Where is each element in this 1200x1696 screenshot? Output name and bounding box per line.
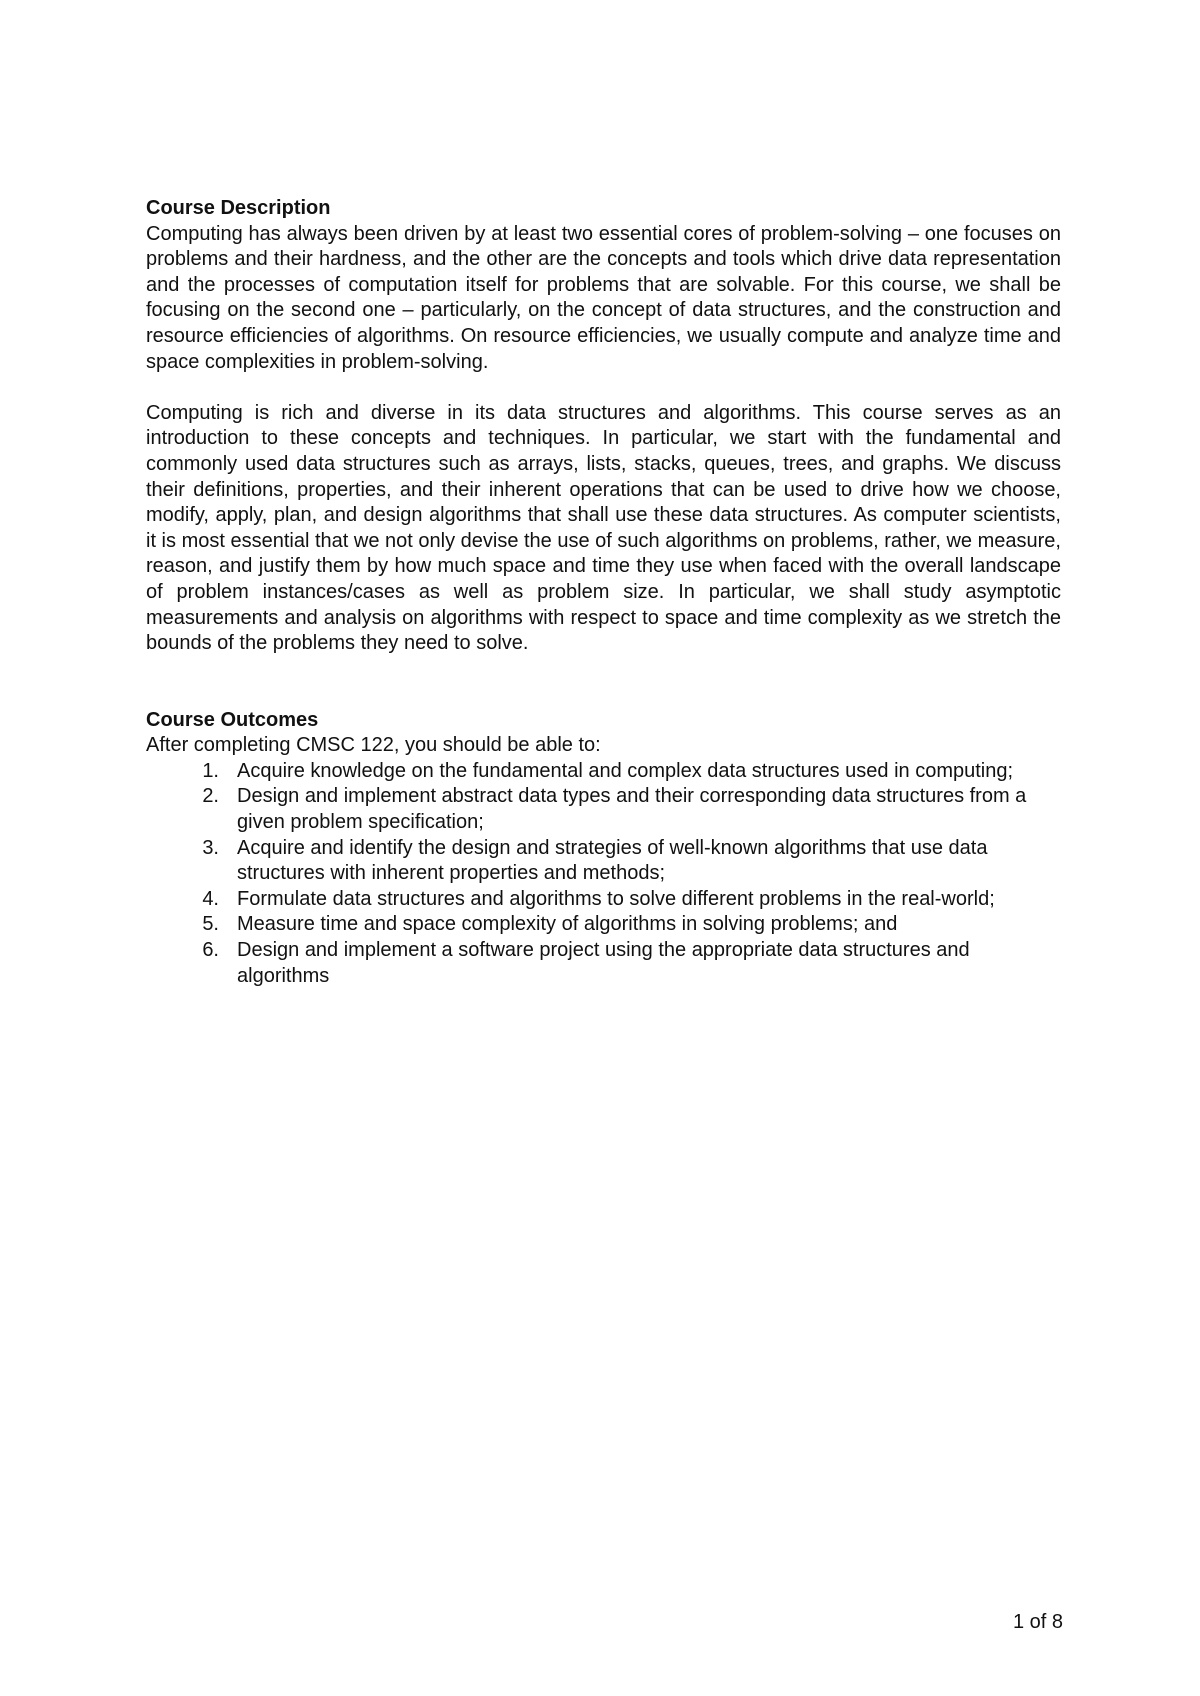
list-item-number: 3. (202, 836, 219, 859)
list-item (146, 887, 1061, 913)
course-outcomes-list (146, 759, 1061, 989)
course-outcomes-section (146, 708, 1061, 990)
list-item-number: 6. (202, 939, 219, 962)
list-item-text: Acquire and identify the design and strategies of well-known algorithms that use data structures with inherent properties and methods; (237, 836, 988, 885)
list-item-text: Measure time and space complexity of algorithms in solving problems; and (237, 913, 898, 936)
course-description-section (146, 196, 1061, 657)
list-item-number: 1. (202, 759, 219, 782)
course-description-paragraph-2: Computing is rich and diverse in its data structures and algorithms. This course serves as an introduction to these concepts and techniques. In particular, we start with the fundamental and commonly used data structures such as arrays, lists, stacks, queues, trees, and graphs. We discuss their definitions, properties, and their inherent operations that can be used to drive how we choose, modify, apply, plan, and design algorithms that shall use these data structures. As computer scientists, it is most essential that we not only devise the use of such algorithms on problems, rather, we measure, reason, and justify them by how much space and time they use when faced with the overall landscape of problem instances/cases as well as problem size. In particular, we shall study asymptotic measurements and analysis on algorithms with respect to space and time complexity as we stretch the bounds of the problems they need to solve. (146, 401, 1061, 655)
list-item (146, 784, 1061, 835)
list-item-text: Acquire knowledge on the fundamental and complex data structures used in computing; (237, 759, 1014, 782)
course-description-paragraph-1: Computing has always been driven by at least two essential cores of problem-solving – one focuses on problems and their hardness, and the other are the concepts and tools which drive data representation and the processes of computation itself for problems that are solvable. For this course, we shall be focusing on the second one – particularly, on the concept of data structures, and the construction and resource efficiencies of algorithms. On resource efficiencies, we usually compute and analyze time and space complexities in problem-solving. (146, 222, 1061, 373)
list-item (146, 836, 1061, 887)
page-number: 1 of 8 (1012, 1611, 1063, 1633)
list-item-number: 2. (202, 785, 219, 808)
list-item-text: Formulate data structures and algorithms to solve different problems in the real-world; (237, 887, 995, 910)
page-content (146, 196, 1061, 989)
list-item-text: Design and implement abstract data types and their corresponding data structures from a given problem specification; (237, 785, 1027, 834)
course-outcomes-intro: After completing CMSC 122, you should be able to: (146, 734, 601, 757)
list-item-number: 4. (202, 887, 219, 910)
list-item (146, 938, 1061, 989)
course-description-heading: Course Description (146, 197, 331, 219)
course-outcomes-heading: Course Outcomes (146, 708, 319, 731)
list-item-text: Design and implement a software project using the appropriate data structures and algorithms (237, 939, 970, 987)
list-item (146, 912, 1061, 938)
list-item-number: 5. (202, 913, 219, 936)
list-item (146, 759, 1061, 785)
